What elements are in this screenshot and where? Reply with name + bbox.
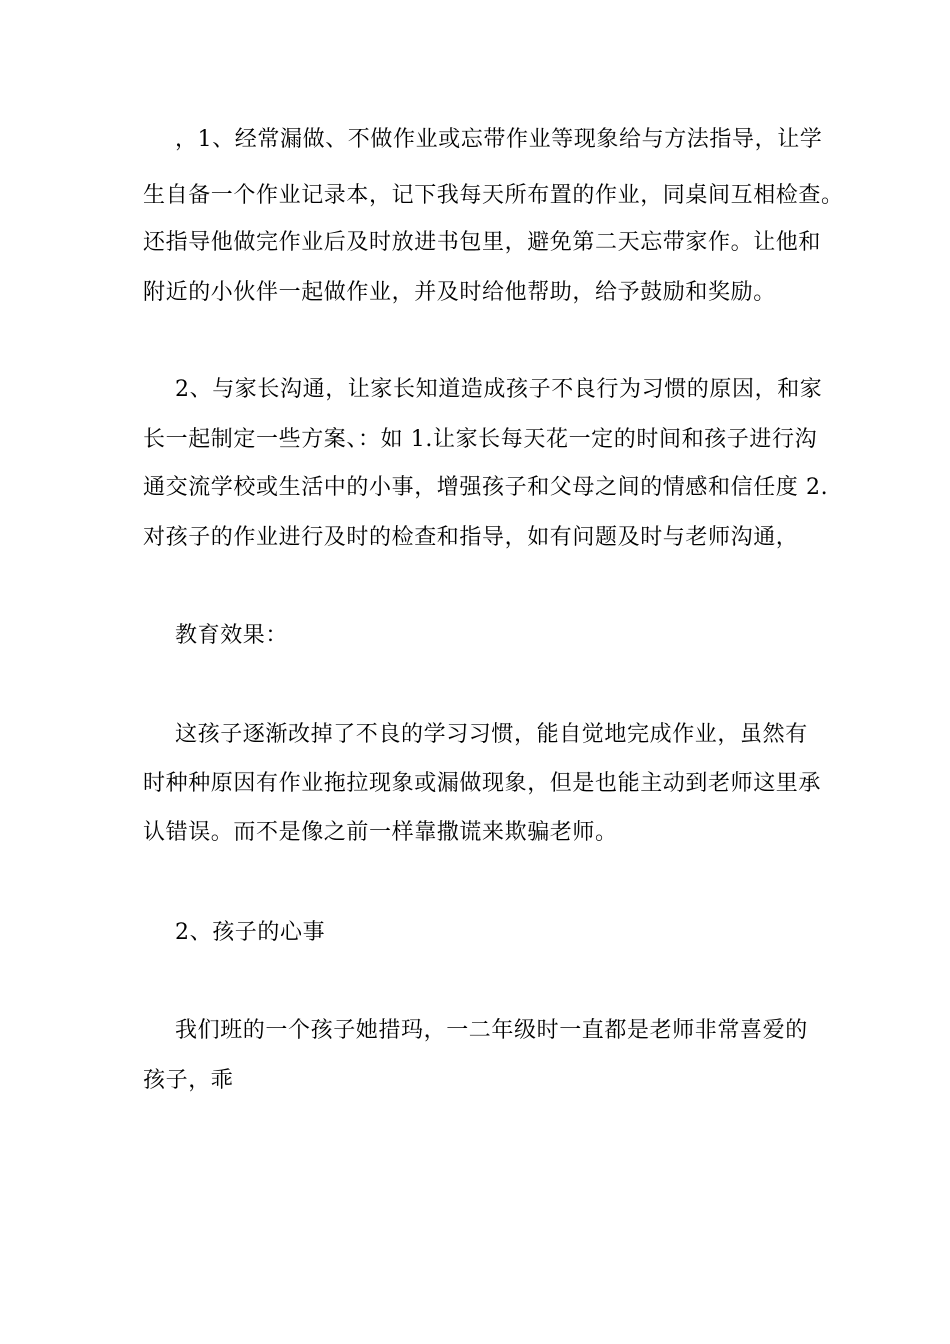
paragraph-1-line-3: 还指导他做完作业后及时放进书包里，避免第二天忘带家作。让他和 [143, 230, 822, 255]
paragraph-4-line-2: 孩子，乖 [143, 1068, 234, 1093]
paragraph-2-line-4: 对孩子的作业进行及时的检查和指导，如有问题及时与老师沟通， [143, 525, 799, 550]
paragraph-1-line-1: ，1、经常漏做、不做作业或忘带作业等现象给与方法指导，让学 [175, 127, 823, 152]
heading-case-2: 2、孩子的心事 [175, 920, 326, 945]
heading-education-effect: 教育效果： [175, 623, 289, 648]
paragraph-1-line-2: 生自备一个作业记录本，记下我每天所布置的作业，同桌间互相检查。 [143, 183, 844, 208]
paragraph-2-line-3: 通交流学校或生活中的小事，增强孩子和父母之间的情感和信任度 2. [143, 475, 829, 500]
paragraph-4-line-1: 我们班的一个孩子她措玛，一二年级时一直都是老师非常喜爱的 [175, 1018, 808, 1043]
paragraph-3-line-3: 认错误。而不是像之前一样靠撒谎来欺骗老师。 [143, 820, 618, 845]
paragraph-2-line-1: 2、与家长沟通，让家长知道造成孩子不良行为习惯的原因，和家 [175, 377, 823, 402]
paragraph-3-line-2: 时种种原因有作业拖拉现象或漏做现象，但是也能主动到老师这里承 [143, 771, 822, 796]
paragraph-1-line-4: 附近的小伙伴一起做作业，并及时给他帮助，给予鼓励和奖励。 [143, 280, 776, 305]
paragraph-3-line-1: 这孩子逐渐改掉了不良的学习习惯，能自觉地完成作业，虽然有 [175, 722, 808, 747]
paragraph-2-line-2: 长一起制定一些方案、：如 1.让家长每天花一定的时间和孩子进行沟 [143, 427, 818, 452]
